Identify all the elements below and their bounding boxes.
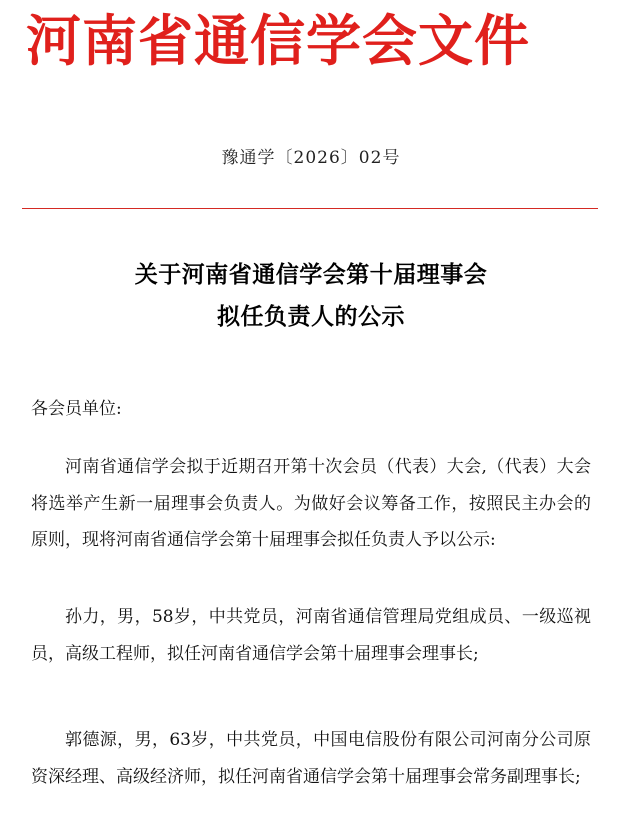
document-number: 豫通学〔2026〕02号 bbox=[221, 148, 401, 168]
red-divider-line bbox=[22, 208, 598, 209]
notice-title-line-2: 拟任负责人的公示 bbox=[217, 303, 405, 330]
masthead-title: 河南省通信学会文件 bbox=[26, 9, 531, 73]
body-paragraph-intro: 河南省通信学会拟于近期召开第十次会员（代表）大会,（代表）大会将选举产生新一届理事会负责人。为做好会议筹备工作，按照民主办会的原则，现将河南省通信学会第十届理事会拟任负责人予以公示: bbox=[31, 457, 591, 551]
body-paragraph-candidate-2: 郭德源，男，63岁，中共党员，中国电信股份有限公司河南分公司原资深经理、高级经济师，拟任河南省通信学会第十届理事会常务副理事长; bbox=[31, 730, 591, 787]
notice-title-line-1: 关于河南省通信学会第十届理事会 bbox=[134, 261, 488, 288]
body-paragraph-candidate-1: 孙力，男，58岁，中共党员，河南省通信管理局党组成员、一级巡视员，高级工程师，拟任河南省通信学会第十届理事会理事长; bbox=[31, 607, 591, 664]
salutation: 各会员单位: bbox=[31, 399, 122, 419]
